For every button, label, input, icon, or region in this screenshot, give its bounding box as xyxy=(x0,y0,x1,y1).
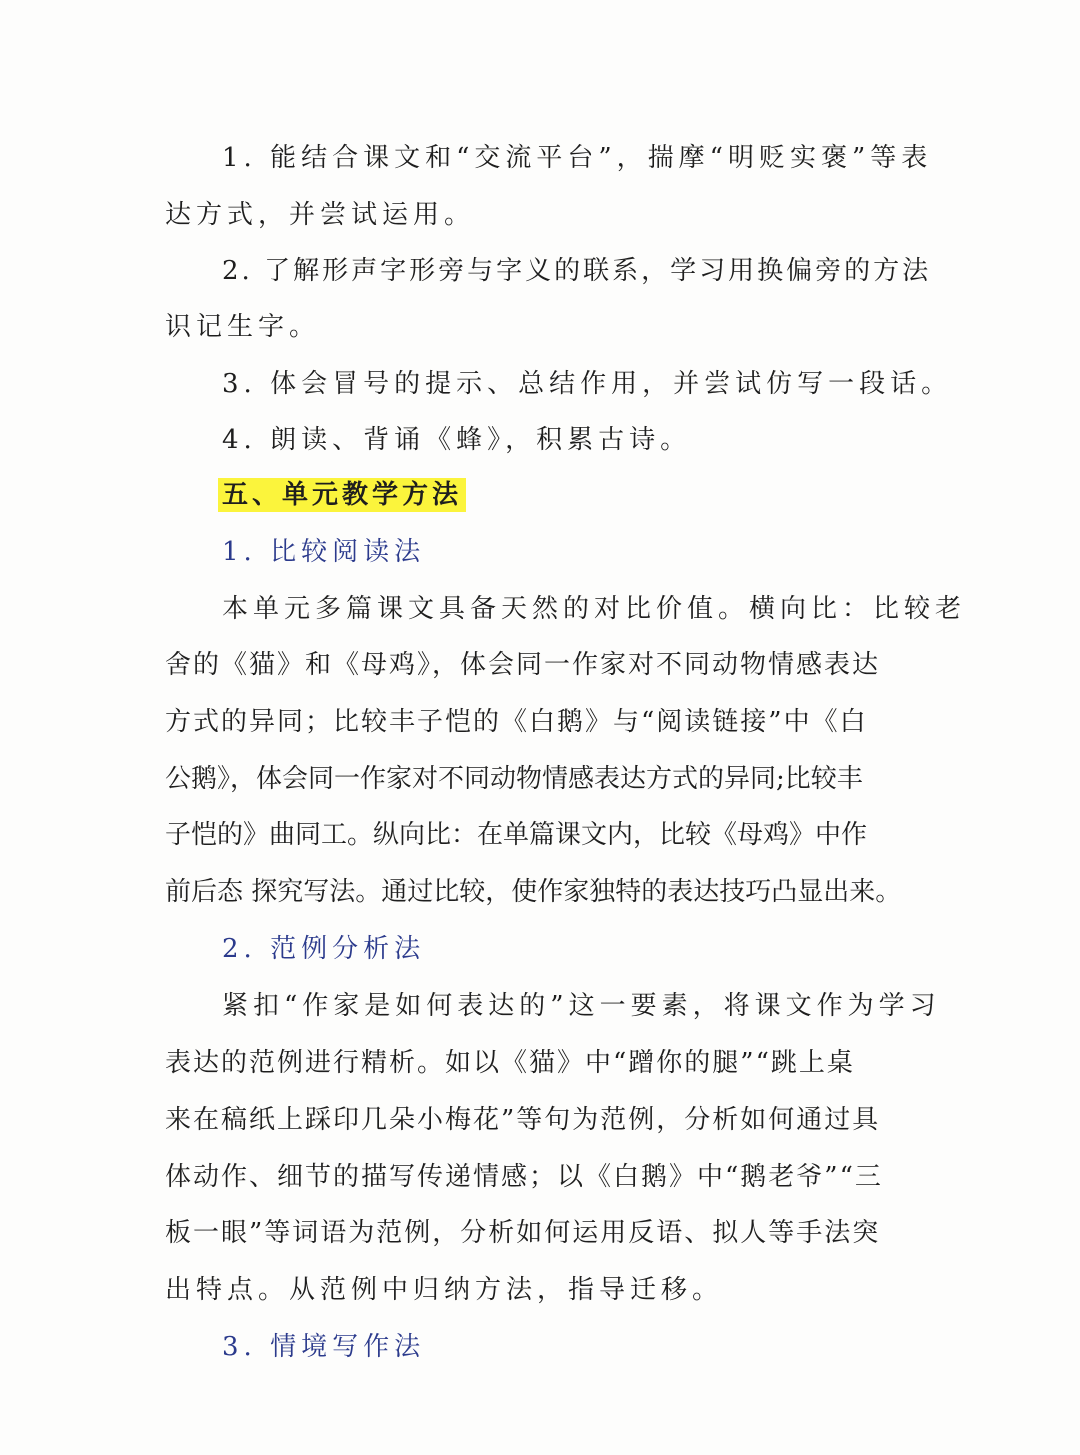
method-1-para-line-3: 方式的异同；比较丰子恺的《白鹅》与“阅读链接”中《白 xyxy=(165,707,868,737)
method-2-para-line-6: 出特点。从范例中归纳方法，指导迁移。 xyxy=(165,1275,724,1305)
method-3-heading: 3. 情境写作法 xyxy=(222,1332,426,1362)
method-1-para-line-1: 本单元多篇课文具备天然的对比价值。横向比：比较老 xyxy=(222,594,967,624)
method-2-para-line-2: 表达的范例进行精析。如以《猫》中“蹭你的腿”“跳上桌 xyxy=(165,1048,855,1078)
goal-1-line-1: 1. 能结合课文和“交流平台”，揣摩“明贬实褒”等表 xyxy=(222,143,933,173)
method-2-heading: 2. 范例分析法 xyxy=(222,934,426,964)
section-heading xyxy=(218,475,466,515)
method-2-para-line-4: 体动作、细节的描写传递情感；以《白鹅》中“鹅老爷”“三 xyxy=(165,1162,883,1192)
method-2-para-line-1: 紧扣“作家是如何表达的”这一要素，将课文作为学习 xyxy=(222,991,941,1021)
method-2-para-line-5: 板一眼”等词语为范例，分析如何运用反语、拟人等手法突 xyxy=(165,1218,881,1248)
method-1-para-line-5: 子恺的》曲同工。纵向比：在单篇课文内，比较《母鸡》中作 xyxy=(165,820,868,850)
goal-3: 3. 体会冒号的提示、总结作用，并尝试仿写一段话。 xyxy=(222,369,953,399)
goal-1-line-2: 达方式，并尝试运用。 xyxy=(165,200,476,230)
goal-2-line-1: 2. 了解形声字形旁与字义的联系，学习用换偏旁的方法 xyxy=(222,256,932,286)
method-1-para-line-2: 舍的《猫》和《母鸡》，体会同一作家对不同动物情感表达 xyxy=(165,650,881,680)
method-2-para-line-3: 来在稿纸上踩印几朵小梅花”等句为范例，分析如何通过具 xyxy=(165,1105,881,1135)
section-heading-text: 五、单元教学方法 xyxy=(218,478,466,512)
goal-4: 4. 朗读、背诵《蜂》，积累古诗。 xyxy=(222,425,692,455)
method-1-para-line-6: 前后态 探究写法。通过比较，使作家独特的表达技巧凸显出来。 xyxy=(165,877,902,907)
method-1-para-line-4: 公鹅》，体会同一作家对不同动物情感表达方式的异同;比较丰 xyxy=(165,764,863,794)
goal-2-line-2: 识记生字。 xyxy=(165,312,321,342)
method-1-heading: 1. 比较阅读法 xyxy=(222,537,426,567)
